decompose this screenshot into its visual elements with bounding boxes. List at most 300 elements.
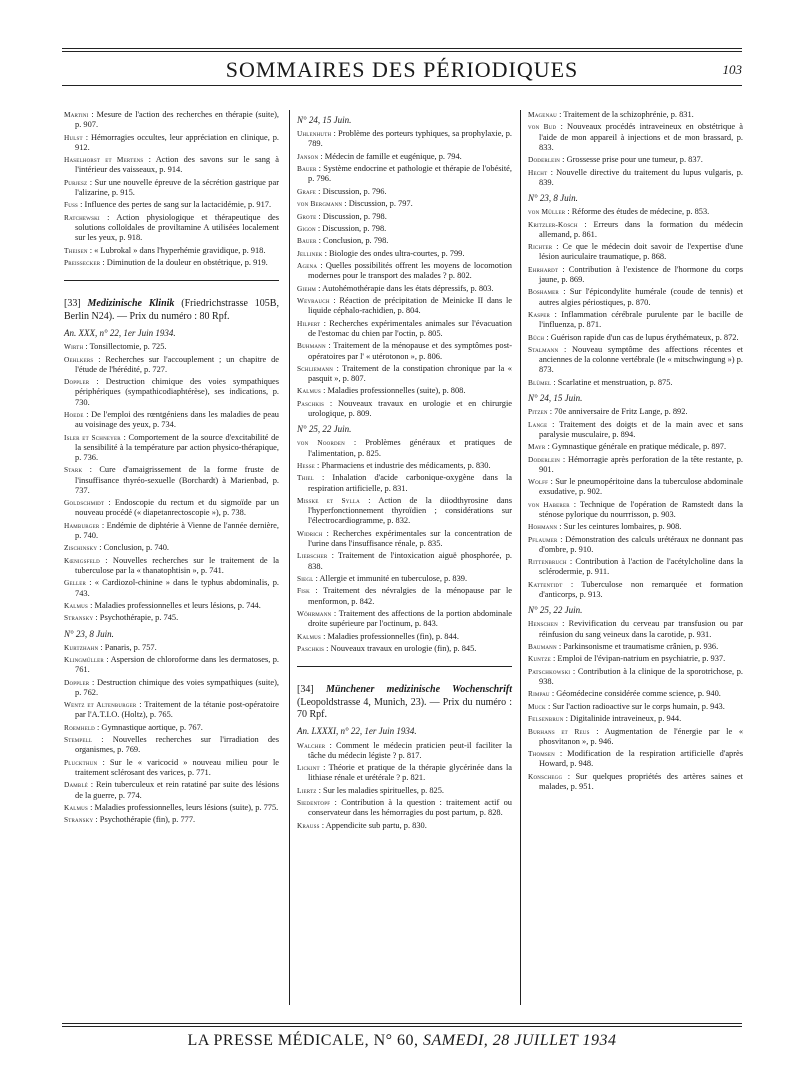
article-entry [528, 727, 743, 747]
article-author: Kalmus [297, 631, 321, 641]
article-title: : Recherches expérimentales animales sur l'évacuation de l'estomac du chien par l'octin, p. 805. [308, 318, 512, 338]
article-title: : Discussion, p. 796. [316, 186, 387, 196]
article-title: : Technique de l'opération de Ramstedt dans la sténose pylorique du nourrrisson, p. 903. [539, 499, 743, 519]
article-entry [297, 438, 512, 458]
article-author: Wirth [64, 342, 84, 352]
article-title: : Contribution à l'action de l'acétylcholine dans la sclérodermie, p. 911. [539, 557, 743, 577]
article-entry [64, 498, 279, 518]
article-entry [528, 477, 743, 497]
journal-heading [64, 298, 279, 323]
article-title: : Sur quelques propriétés des artères saines et malades, p. 951. [539, 771, 743, 792]
article-author: Boshamer [528, 287, 559, 297]
article-author: Doderlein [528, 454, 561, 464]
article-entry [297, 473, 512, 493]
article-author: Liertz [297, 785, 317, 795]
article-title: : 70e anniversaire de Fritz Lange, p. 892. [547, 407, 688, 417]
article-title: : Cure d'amaigrissement de la forme fruste de l'insuffisance thyréo-sexuelle (Borchardt) à Marienbad, p. 737. [75, 465, 279, 495]
article-title: : Contribution à la question : traitement actif ou conservateur dans les hémorragies du post partum, p. 828. [308, 798, 512, 818]
article-entry [64, 700, 279, 720]
article-title: : Sur le « varicocid » nouveau milieu pour le traitement sclérosant des varices, p. 771. [75, 757, 279, 778]
article-title: : Endémie de diphtérie à Vienne de l'année dernière, p. 740. [75, 520, 279, 540]
article-entry [297, 798, 512, 818]
article-title: : Problèmes généraux et pratiques de l'alimentation, p. 825. [308, 438, 512, 458]
article-entry [297, 129, 512, 149]
article-author: Agena [297, 261, 318, 271]
article-entry [64, 655, 279, 675]
article-title: : Discussion, p. 797. [342, 199, 413, 209]
article-author: Widrich [297, 528, 323, 538]
article-title: : Action de la diiodthyrosine dans l'hyperfonctionnement thyroïdien ; considérations sur l'électrocardiogramme, p. 832. [308, 496, 512, 526]
article-title: : Nouveaux travaux en urologie et en chirurgie urologique, p. 809. [308, 398, 512, 419]
article-author: Lange [528, 419, 548, 429]
issue-heading: N° 24, 15 Juin. [528, 392, 583, 403]
article-entry [297, 644, 512, 654]
article-title: : Gymnastique générale en pratique médicale, p. 897. [545, 442, 727, 452]
article-author: Ehrhardt [528, 264, 559, 274]
article-entry [64, 433, 279, 464]
article-title: : Nouveaux procédés intraveineux en obstétrique à l'aide de mon appareil à injections et de mon brassard, p. 833. [539, 122, 744, 152]
article-author: Wentz et Altenburger [64, 700, 137, 710]
article-title: : Action des savons sur le sang à l'intérieur des vaisseaux, p. 914. [75, 155, 280, 175]
article-entry [297, 236, 512, 246]
column-separator [289, 110, 290, 1005]
article-author: Theisen [64, 245, 88, 255]
article-title: : Hémorragies occultes, leur appréciation en clinique, p. 912. [75, 132, 279, 152]
article-entry [528, 265, 743, 285]
article-title: : Inhalation d'acide carbonique-oxygène dans la respiration artificielle, p. 831. [308, 473, 512, 493]
article-title: : Digitalinide intraveineux, p. 944. [563, 714, 682, 724]
article-entry [528, 333, 743, 343]
article-title: : Maladies professionnelles, leurs lésions (suite), p. 775. [87, 803, 279, 813]
article-entry [528, 619, 743, 639]
article-title: : Traitement de la tétanie post-opératoire par l'A.T.I.O. (Holtz), p. 765. [75, 700, 279, 720]
article-author: Richter [528, 242, 553, 252]
article-entry [528, 772, 743, 792]
article-entry [297, 551, 512, 571]
article-author: Stark [64, 465, 83, 475]
article-author: Fuss [64, 200, 79, 210]
article-title: : Nouvelles recherches sur le traitement de la tuberculose par la « thanatophtisin », p. 741. [75, 555, 279, 575]
article-title: : Traitement des affections de la portion abdominale droite supérieure par l'octinum, p. 843. [308, 609, 512, 629]
article-entry [528, 442, 743, 452]
article-title: : Endoscopie du rectum et du sigmoïde par un nouveau procédé (« diapetanrectoscopie »), p. 738. [75, 498, 279, 518]
issue-heading: N° 25, 22 Juin. [528, 605, 583, 616]
article-title: : Psychothérapie, p. 745. [93, 613, 179, 623]
journal-number: [33] [64, 298, 88, 310]
article-title: : Nouvelle directive du traitement du lupus vulgaris, p. 839. [539, 167, 743, 187]
article-title: : Scarlatine et menstruation, p. 875. [551, 377, 673, 387]
article-entry [528, 714, 743, 724]
article-author: von Müller [528, 207, 566, 217]
article-entry [528, 242, 743, 262]
article-entry [64, 758, 279, 778]
article-author: Roemheld [64, 722, 95, 732]
article-entry [528, 642, 743, 652]
article-title: : Traitement des névralgies de la ménopause par le menformon, p. 842. [308, 586, 512, 606]
article-author: Doppler [64, 377, 90, 387]
article-title: : Théorie et pratique de la thérapie glycérinée dans la lithiase rénale et urétérale ? p. 821. [308, 763, 512, 783]
journal-heading [297, 684, 512, 721]
article-entry [297, 763, 512, 783]
article-title: : Augmentation de l'énergie par le « phosvitanon », p. 946. [539, 726, 744, 746]
journal-details: (Friedrichstrasse 105B, Berlin N24). — Prix du numéro : 80 Rpf. [64, 298, 279, 322]
article-entry [64, 258, 279, 268]
article-entry [64, 521, 279, 541]
article-title: : Inflammation cérébrale purulente par le bacille de l'influenza, p. 871. [539, 309, 743, 330]
article-title: : Influence des pertes de sang sur la lactacidémie, p. 917. [78, 200, 272, 210]
article-entry [528, 420, 743, 440]
article-title: : Tonsillectomie, p. 725. [83, 342, 167, 352]
article-entry [528, 667, 743, 687]
article-title: : Problème des porteurs typhiques, sa prophylaxie, p. 789. [308, 129, 512, 149]
article-author: Zischinsky [64, 543, 98, 553]
article-author: Mayr [528, 442, 546, 452]
article-author: Stempell [64, 735, 93, 745]
article-author: Isler et Schneyer [64, 432, 121, 442]
article-author: Stalmann [528, 344, 559, 354]
article-title: : Conclusion, p. 740. [97, 543, 170, 553]
article-author: Liebscher [297, 551, 328, 561]
article-entry [297, 821, 512, 831]
article-entry [64, 200, 279, 210]
article-title: : Maladies professionnelles (suite), p. 808. [320, 386, 466, 396]
article-title: : Conclusion, p. 798. [316, 236, 389, 246]
article-entry [528, 689, 743, 699]
issue-heading: N° 24, 15 Juin. [297, 115, 352, 125]
article-title: : Panaris, p. 757. [98, 642, 157, 652]
article-author: Kuntze [528, 654, 551, 664]
article-title: : Traitement de la ménopause et des symptômes post-opératoires par l' « utérotonon », p. 806. [308, 341, 512, 361]
article-title: : Recherches sur l'accouplement ; un chapitre de l'étude de l'hérédité, p. 727. [75, 354, 279, 374]
article-author: Kalmus [64, 803, 88, 813]
article-title: : Réaction de précipitation de Meinicke II dans le liquide céphalo-rachidien, p. 804. [308, 296, 512, 316]
article-entry [297, 399, 512, 419]
article-entry [528, 287, 743, 307]
article-title: : Erreurs dans la formation du médecin allemand, p. 861. [539, 219, 743, 239]
article-entry [297, 586, 512, 606]
article-title: : Rein tuberculeux et rein ratatiné par suite des lésions de la guerre, p. 774. [75, 780, 279, 800]
article-entry [297, 609, 512, 629]
article-author: Grafe [297, 186, 317, 196]
article-entry [64, 815, 279, 825]
article-author: von Noorden [297, 438, 345, 448]
article-entry [64, 613, 279, 623]
article-title: : Diminution de la douleur en obstétrique, p. 919. [100, 257, 268, 267]
article-author: Hesse [297, 461, 315, 471]
article-author: Purjesz [64, 177, 88, 187]
article-title: : Traitement de la schizophrénie, p. 831. [557, 110, 694, 119]
article-entry [64, 342, 279, 352]
article-author: Patschkowski [528, 666, 571, 676]
article-author: Hilpert [297, 318, 321, 328]
article-entry [528, 207, 743, 217]
column-right [528, 110, 743, 794]
article-author: Hecht [528, 167, 548, 177]
article-author: Oehlkers [64, 354, 94, 364]
article-author: Goldschmidt [64, 498, 105, 508]
article-entry [528, 110, 743, 120]
article-author: Siedentopf [297, 798, 331, 808]
article-author: Wolff [528, 477, 549, 487]
article-entry [528, 168, 743, 188]
journal-number: [34] [297, 684, 326, 696]
article-title: : Sur l'action radioactive sur le corps humain, p. 943. [545, 701, 725, 711]
article-entry [528, 310, 743, 330]
article-title: : Comment le médecin praticien peut-il faciliter la tâche du médecin légiste ? p. 817. [308, 740, 512, 760]
article-author: Felsenbrun [528, 714, 564, 724]
article-entry [64, 678, 279, 698]
article-title: : Hémorragie après perforation de la tête restante, p. 901. [539, 454, 743, 474]
article-author: Weyrauch [297, 296, 330, 306]
article-entry [297, 212, 512, 222]
article-entry [297, 632, 512, 642]
article-entry [297, 341, 512, 361]
article-author: Muck [528, 701, 546, 711]
article-entry [64, 133, 279, 153]
article-entry [297, 152, 512, 162]
article-author: Fisk [297, 586, 310, 596]
article-title: : Mesure de l'action des recherches en thérapie (suite), p. 907. [75, 110, 279, 130]
article-entry [528, 535, 743, 555]
article-author: Doppler [64, 677, 90, 687]
article-entry [64, 601, 279, 611]
article-entry [297, 574, 512, 584]
article-author: Lickint [297, 763, 320, 773]
article-entry [528, 455, 743, 475]
article-entry [297, 296, 512, 316]
article-title: : Réforme des études de médecine, p. 853. [565, 207, 710, 217]
article-title: : Nouveau symptôme des affections récentes et anciennes de la colonne vertébrale (le « mitschwingung ») p. 873. [539, 344, 743, 375]
article-title: : Autohémothérapie dans les états dépressifs, p. 803. [316, 283, 494, 293]
article-author: Burhans et Reus [528, 726, 590, 736]
article-author: von Haberer [528, 499, 570, 509]
article-entry [64, 246, 279, 256]
article-author: Henschen [528, 619, 558, 629]
article-author: Pflaumer [528, 534, 558, 544]
article-title: : Sur les maladies spirituelles, p. 825. [316, 785, 445, 795]
article-entry [297, 249, 512, 259]
article-entry [528, 522, 743, 532]
article-author: Bauer [297, 164, 317, 174]
article-author: Janson [297, 151, 319, 161]
article-author: Paschkis [297, 644, 325, 654]
article-title: : Grossesse prise pour une tumeur, p. 837. [560, 155, 703, 165]
article-title: : Sur l'épicondylite humérale (coude de tennis) et autres algies périostiques, p. 870. [539, 287, 743, 307]
article-title: : Pharmaciens et industrie des médicaments, p. 830. [314, 461, 491, 471]
article-title: : Médecin de famille et eugénique, p. 794. [318, 151, 462, 161]
article-entry [297, 199, 512, 209]
article-title: : Système endocrine et pathologie et thérapie de l'obésité, p. 796. [308, 164, 512, 184]
issue-heading: N° 23, 8 Juin. [64, 628, 114, 639]
article-entry [528, 345, 743, 376]
article-entry [64, 410, 279, 430]
article-title: : Tuberculose non remarquée et formation d'anticorps, p. 913. [539, 579, 743, 600]
article-title: : « Cardiozol-chinine » dans le typhus abdominalis, p. 743. [75, 578, 279, 598]
article-title: : Contribution à l'existence de l'hormone du corps jaune, p. 869. [539, 264, 743, 284]
article-title: : Maladies professionnelles et leurs lésions, p. 744. [87, 600, 261, 610]
article-author: Wöhrmann [297, 609, 332, 619]
article-author: Hoede [64, 409, 84, 419]
article-title: : Recherches expérimentales sur la concentration de l'urine dans l'insuffisance rénale, p. 835. [308, 528, 512, 549]
article-title: : Biologie des ondes ultra-courtes, p. 799. [322, 248, 465, 258]
article-author: Martini [64, 110, 89, 119]
article-title: : Géomédecine considérée comme science, p. 940. [549, 689, 721, 699]
article-entry [297, 496, 512, 527]
footer-journal: LA PRESSE MÉDICALE, N° 60, [187, 1032, 419, 1049]
page-number: 103 [722, 62, 742, 77]
column-separator [520, 110, 521, 1005]
article-entry [297, 224, 512, 234]
article-title: : « Lubrokal » dans l'hyperhémie gravidique, p. 918. [87, 245, 266, 255]
article-title: : Allergie et immunité en tuberculose, p. 839. [313, 574, 468, 584]
article-entry [297, 187, 512, 197]
article-author: Rimpau [528, 689, 550, 699]
article-author: Rittenbruch [528, 557, 567, 567]
article-title: : Quelles possibilités offrent les moyens de locomotion modernes pour le transport des malades ? p. 802. [308, 261, 512, 281]
article-author: Büch [528, 332, 545, 342]
article-title: : Parkinsonisme et traumatisme crânien, p. 936. [556, 642, 719, 652]
article-author: Hohmann [528, 522, 558, 532]
article-entry [64, 578, 279, 598]
article-author: Buhmann [297, 341, 326, 351]
article-author: Kritzler-Kosch [528, 219, 578, 229]
article-entry [297, 741, 512, 761]
article-title: : Traitement de la constipation chronique par la « pasquit », p. 807. [308, 363, 512, 384]
article-author: Siegl [297, 574, 314, 584]
article-entry [64, 465, 279, 496]
article-title: : Démonstration des calculs urétéraux ne donnant pas d'ombre, p. 910. [539, 534, 743, 554]
article-entry [64, 735, 279, 755]
article-entry [297, 364, 512, 384]
article-author: von Bergmann [297, 199, 343, 209]
article-title: : Comportement de la source d'excitabilité de la sensibilité à la température par action physico-thérapique, p. 736. [75, 432, 279, 462]
journal-name: Münchener medizinische Wochenschrift [326, 684, 512, 696]
article-title: : Emploi de l'évipan-natrium en psychiatrie, p. 937. [550, 654, 726, 664]
article-author: Geller [64, 578, 87, 588]
article-author: Kœnigsfeld [64, 555, 100, 565]
article-entry [528, 500, 743, 520]
article-entry [528, 155, 743, 165]
issue-heading: N° 23, 8 Juin. [528, 192, 578, 203]
article-author: Blümel [528, 377, 552, 387]
article-author: Gigon [297, 223, 316, 233]
article-entry [528, 580, 743, 600]
article-author: Ratchewski [64, 212, 100, 222]
article-author: Kasper [528, 309, 551, 319]
journal-details: (Leopoldstrasse 4, Munich, 23). — Prix du numéro : 70 Rpf. [297, 696, 512, 721]
article-title: : Modification de la respiration artificielle d'après Howard, p. 948. [539, 749, 743, 769]
article-entry [297, 319, 512, 339]
article-author: Jellinek [297, 248, 323, 258]
article-entry [528, 749, 743, 769]
article-author: Damblé [64, 780, 88, 790]
article-entry [64, 723, 279, 733]
top-rule [62, 48, 742, 49]
article-entry [297, 786, 512, 796]
article-author: Giehm [297, 283, 317, 293]
article-author: Grote [297, 211, 317, 221]
article-entry [64, 556, 279, 576]
article-author: Kurtzhahn [64, 642, 99, 652]
article-author: Hamburger [64, 520, 100, 530]
section-rule [297, 666, 512, 667]
top-rule-double [62, 51, 742, 52]
article-author: Thiel [297, 473, 314, 483]
issue-heading: N° 25, 22 Juin. [297, 424, 352, 435]
article-title: : Destruction chimique des voies sympathiques périphériques (sympathicodiaphtérèse), ses indications, p. 730. [75, 377, 279, 407]
article-title: : De l'emploi des rœntgéniens dans les maladies de peau au voisinage des yeux, p. 734. [75, 409, 279, 430]
article-title: : Sur le pneumopéritoine dans la tuberculose abdominale exsudative, p. 902. [539, 477, 743, 497]
article-entry [64, 110, 279, 130]
issue-heading: An. LXXXI, n° 22, 1er Juin 1934. [297, 726, 417, 737]
article-title: : Nouveaux travaux en urologie (fin), p. 845. [324, 644, 477, 654]
article-entry [528, 122, 743, 153]
article-title: : Revivification du cerveau par transfusion ou par réinfusion du sang veineux dans la carotide, p. 931. [539, 619, 743, 639]
article-author: Haselhorst et Mertens [64, 155, 144, 165]
article-title: : Nouvelles recherches sur l'irradiation des organismes, p. 769. [75, 735, 279, 755]
article-title: : Sur une nouvelle épreuve de la sécrétion gastrique par l'alizarine, p. 915. [75, 177, 279, 197]
article-author: Kalmus [64, 600, 88, 610]
article-author: Thomsen [528, 749, 555, 759]
article-entry [528, 654, 743, 664]
article-entry [64, 803, 279, 813]
header-rule [62, 85, 742, 86]
article-entry [64, 355, 279, 375]
article-author: Preissecker [64, 257, 101, 267]
issue-heading: An. XXX, n° 22, 1er Juin 1934. [64, 327, 176, 338]
article-author: Baumann [528, 642, 557, 652]
article-author: Hulst [64, 132, 83, 142]
article-title: : Guérison rapide d'un cas de lupus érythémateux, p. 872. [544, 332, 739, 342]
article-title: : Sur les ceintures lombaires, p. 908. [557, 522, 682, 532]
article-author: Konschegg [528, 771, 563, 781]
article-entry [64, 377, 279, 408]
article-title: : Destruction chimique des voies sympathiques (suite), p. 762. [75, 677, 279, 697]
article-title: : Ce que le médecin doit savoir de l'expertise d'une lésion auriculaire traumatique, p. 868. [539, 242, 743, 262]
article-entry [297, 529, 512, 549]
footer-rule-double [62, 1026, 742, 1027]
article-author: Krauss [297, 820, 320, 830]
article-title: : Psychothérapie (fin), p. 777. [93, 815, 196, 825]
article-title: : Maladies professionnelles (fin), p. 844. [320, 631, 459, 641]
section-rule [64, 280, 279, 281]
article-title: : Aspersion de chloroforme dans les dermatoses, p. 761. [75, 655, 279, 675]
article-entry [528, 407, 743, 417]
article-author: von Bud [528, 122, 557, 132]
footer [62, 1032, 742, 1050]
article-author: Pitzen [528, 407, 548, 417]
footer-rule [62, 1023, 742, 1024]
article-author: Paschkis [297, 398, 325, 408]
article-title: : Action physiologique et thérapeutique des solutions colloïdales de proviltamine A utilisées localement sur les yeux, p. 918. [75, 212, 279, 243]
article-entry [64, 213, 279, 244]
article-author: Bauer [297, 236, 317, 246]
article-entry [297, 164, 512, 184]
article-entry [64, 780, 279, 800]
article-author: Stransky [64, 613, 94, 623]
article-title: : Traitement des doigts et de la main avec et sans paralysie musculaire, p. 894. [539, 419, 743, 439]
article-author: Magenau [528, 110, 557, 119]
column-middle [297, 110, 512, 833]
article-entry [528, 557, 743, 577]
article-title: : Discussion, p. 798. [316, 211, 387, 221]
article-author: Stransky [64, 815, 94, 825]
article-title: : Gymnastique aortique, p. 767. [94, 722, 203, 732]
article-author: Pluckthun [64, 757, 98, 767]
article-title: : Contribution à la clinique de la sporotrichose, p. 938. [539, 666, 743, 687]
article-author: Doderlein [528, 155, 561, 165]
article-author: Kalmus [297, 386, 321, 396]
